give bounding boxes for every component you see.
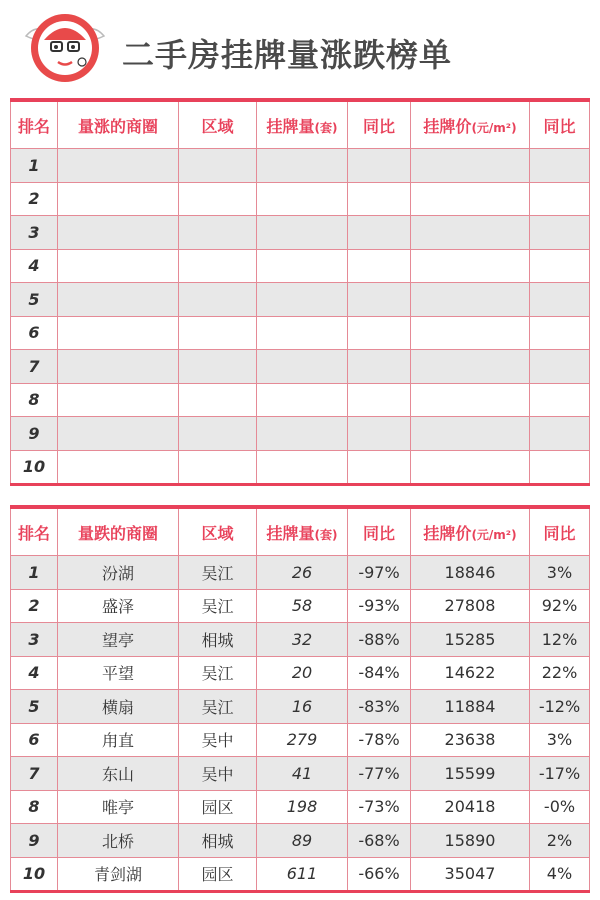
header-price <box>411 507 530 556</box>
header-price-unit: (元/m²) <box>471 120 517 135</box>
yoy2-cell <box>530 182 590 216</box>
rank-cell: 3 <box>11 623 58 657</box>
price-cell: 15890 <box>411 824 530 858</box>
district-cell <box>179 216 257 250</box>
price-cell <box>411 350 530 384</box>
district-cell <box>179 350 257 384</box>
listings-cell <box>257 383 348 417</box>
yoy-cell <box>348 182 411 216</box>
header-yoy2: 同比 <box>530 507 590 556</box>
listings-cell <box>257 216 348 250</box>
header-district: 区域 <box>179 507 257 556</box>
price-cell: 15599 <box>411 757 530 791</box>
table-row <box>11 249 590 283</box>
area-cell: 唯亭 <box>58 790 179 824</box>
yoy-cell: -73% <box>348 790 411 824</box>
listings-cell <box>257 249 348 283</box>
table-row <box>11 316 590 350</box>
price-cell: 11884 <box>411 690 530 724</box>
table-row <box>11 283 590 317</box>
district-cell <box>179 417 257 451</box>
table-row <box>11 790 590 824</box>
rank-cell: 4 <box>11 249 58 283</box>
area-cell <box>58 249 179 283</box>
yoy2-cell <box>530 350 590 384</box>
header-yoy: 同比 <box>348 507 411 556</box>
table-row <box>11 623 590 657</box>
area-cell <box>58 383 179 417</box>
area-cell <box>58 316 179 350</box>
rank-cell: 10 <box>11 450 58 485</box>
area-cell <box>58 149 179 183</box>
price-cell <box>411 450 530 485</box>
yoy2-cell: 12% <box>530 623 590 657</box>
rank-cell: 1 <box>11 556 58 590</box>
yoy-cell <box>348 249 411 283</box>
area-cell: 望亭 <box>58 623 179 657</box>
listings-cell: 26 <box>257 556 348 590</box>
table-row <box>11 417 590 451</box>
price-cell <box>411 283 530 317</box>
yoy-cell <box>348 383 411 417</box>
yoy-cell: -68% <box>348 824 411 858</box>
rank-cell: 9 <box>11 417 58 451</box>
yoy-cell <box>348 283 411 317</box>
yoy-cell: -66% <box>348 857 411 892</box>
district-cell: 园区 <box>179 790 257 824</box>
rank-cell: 5 <box>11 690 58 724</box>
listings-cell: 41 <box>257 757 348 791</box>
district-cell: 园区 <box>179 857 257 892</box>
yoy2-cell: -17% <box>530 757 590 791</box>
price-cell: 20418 <box>411 790 530 824</box>
rank-cell: 3 <box>11 216 58 250</box>
price-cell: 18846 <box>411 556 530 590</box>
listings-cell: 611 <box>257 857 348 892</box>
table-row <box>11 690 590 724</box>
listings-cell: 198 <box>257 790 348 824</box>
yoy2-cell <box>530 249 590 283</box>
listings-cell <box>257 350 348 384</box>
listings-cell: 279 <box>257 723 348 757</box>
yoy-cell <box>348 216 411 250</box>
area-cell: 青剑湖 <box>58 857 179 892</box>
area-cell <box>58 283 179 317</box>
area-cell: 甪直 <box>58 723 179 757</box>
yoy2-cell: 3% <box>530 556 590 590</box>
rank-cell: 7 <box>11 757 58 791</box>
table-row <box>11 723 590 757</box>
yoy-cell: -93% <box>348 589 411 623</box>
price-cell: 27808 <box>411 589 530 623</box>
table-row <box>11 556 590 590</box>
listings-cell <box>257 316 348 350</box>
district-cell: 吴江 <box>179 589 257 623</box>
yoy2-cell <box>530 383 590 417</box>
district-cell: 吴江 <box>179 556 257 590</box>
yoy2-cell <box>530 450 590 485</box>
yoy-cell <box>348 149 411 183</box>
area-cell <box>58 450 179 485</box>
header-price-unit: (元/m²) <box>471 527 517 542</box>
yoy2-cell <box>530 283 590 317</box>
area-cell <box>58 216 179 250</box>
header-price <box>411 100 530 149</box>
yoy2-cell: 92% <box>530 589 590 623</box>
header-yoy: 同比 <box>348 100 411 149</box>
rank-cell: 9 <box>11 824 58 858</box>
yoy-cell: -97% <box>348 556 411 590</box>
rank-cell: 2 <box>11 182 58 216</box>
yoy2-cell: -12% <box>530 690 590 724</box>
district-cell <box>179 450 257 485</box>
header-listings-label: 挂牌量 <box>266 116 315 136</box>
yoy2-cell: 22% <box>530 656 590 690</box>
price-cell <box>411 316 530 350</box>
table-row <box>11 383 590 417</box>
yoy-cell: -84% <box>348 656 411 690</box>
fall-ranking-table <box>10 505 590 893</box>
yoy-cell <box>348 316 411 350</box>
price-cell <box>411 249 530 283</box>
yoy-cell: -83% <box>348 690 411 724</box>
rank-cell: 8 <box>11 383 58 417</box>
table-row <box>11 350 590 384</box>
district-cell <box>179 383 257 417</box>
area-cell <box>58 350 179 384</box>
yoy2-cell <box>530 316 590 350</box>
area-cell: 平望 <box>58 656 179 690</box>
header-listings <box>257 100 348 149</box>
listings-cell <box>257 283 348 317</box>
listings-cell: 16 <box>257 690 348 724</box>
district-cell <box>179 283 257 317</box>
yoy2-cell: 2% <box>530 824 590 858</box>
header-area: 量涨的商圈 <box>58 100 179 149</box>
district-cell <box>179 182 257 216</box>
district-cell: 相城 <box>179 824 257 858</box>
listings-cell <box>257 417 348 451</box>
yoy-cell <box>348 350 411 384</box>
table-row <box>11 857 590 892</box>
yoy2-cell: 4% <box>530 857 590 892</box>
district-cell <box>179 316 257 350</box>
listings-cell: 89 <box>257 824 348 858</box>
table-row <box>11 757 590 791</box>
rank-cell: 2 <box>11 589 58 623</box>
rise-ranking-table <box>10 98 590 486</box>
table-row <box>11 182 590 216</box>
header <box>0 0 600 96</box>
rank-cell: 7 <box>11 350 58 384</box>
table-row <box>11 216 590 250</box>
header-rank: 排名 <box>11 100 58 149</box>
area-cell <box>58 182 179 216</box>
yoy-cell <box>348 450 411 485</box>
yoy2-cell <box>530 417 590 451</box>
yoy2-cell: 3% <box>530 723 590 757</box>
price-cell: 35047 <box>411 857 530 892</box>
area-cell: 汾湖 <box>58 556 179 590</box>
header-rank: 排名 <box>11 507 58 556</box>
listings-cell <box>257 149 348 183</box>
header-price-label: 挂牌价 <box>423 523 472 543</box>
listings-cell: 32 <box>257 623 348 657</box>
rank-cell: 1 <box>11 149 58 183</box>
header-area: 量跌的商圈 <box>58 507 179 556</box>
table-row <box>11 589 590 623</box>
rank-cell: 6 <box>11 316 58 350</box>
listings-cell <box>257 182 348 216</box>
district-cell <box>179 249 257 283</box>
price-cell: 23638 <box>411 723 530 757</box>
header-yoy2: 同比 <box>530 100 590 149</box>
header-listings-label: 挂牌量 <box>266 523 315 543</box>
price-cell <box>411 182 530 216</box>
header-district: 区域 <box>179 100 257 149</box>
district-cell: 吴江 <box>179 690 257 724</box>
district-cell: 吴中 <box>179 723 257 757</box>
mascot-logo-icon <box>24 10 106 86</box>
price-cell <box>411 216 530 250</box>
header-listings-unit: (套) <box>314 120 338 135</box>
header-listings-unit: (套) <box>314 527 338 542</box>
yoy2-cell <box>530 216 590 250</box>
yoy2-cell: -0% <box>530 790 590 824</box>
table-row <box>11 656 590 690</box>
rank-cell: 5 <box>11 283 58 317</box>
price-cell: 15285 <box>411 623 530 657</box>
rank-cell: 10 <box>11 857 58 892</box>
table-header-row <box>11 507 590 556</box>
page-title: 二手房挂牌量涨跌榜单 <box>122 36 453 74</box>
yoy-cell: -88% <box>348 623 411 657</box>
area-cell: 北桥 <box>58 824 179 858</box>
district-cell: 吴中 <box>179 757 257 791</box>
rank-cell: 8 <box>11 790 58 824</box>
yoy2-cell <box>530 149 590 183</box>
district-cell: 吴江 <box>179 656 257 690</box>
district-cell <box>179 149 257 183</box>
listings-cell: 20 <box>257 656 348 690</box>
area-cell: 横扇 <box>58 690 179 724</box>
price-cell <box>411 417 530 451</box>
yoy-cell: -78% <box>348 723 411 757</box>
rank-cell: 4 <box>11 656 58 690</box>
table-row <box>11 149 590 183</box>
price-cell: 14622 <box>411 656 530 690</box>
area-cell: 盛泽 <box>58 589 179 623</box>
price-cell <box>411 383 530 417</box>
header-listings <box>257 507 348 556</box>
yoy-cell <box>348 417 411 451</box>
listings-cell <box>257 450 348 485</box>
table-row <box>11 450 590 485</box>
area-cell <box>58 417 179 451</box>
header-price-label: 挂牌价 <box>423 116 472 136</box>
yoy-cell: -77% <box>348 757 411 791</box>
table-header-row <box>11 100 590 149</box>
area-cell: 东山 <box>58 757 179 791</box>
district-cell: 相城 <box>179 623 257 657</box>
table-row <box>11 824 590 858</box>
rank-cell: 6 <box>11 723 58 757</box>
listings-cell: 58 <box>257 589 348 623</box>
price-cell <box>411 149 530 183</box>
